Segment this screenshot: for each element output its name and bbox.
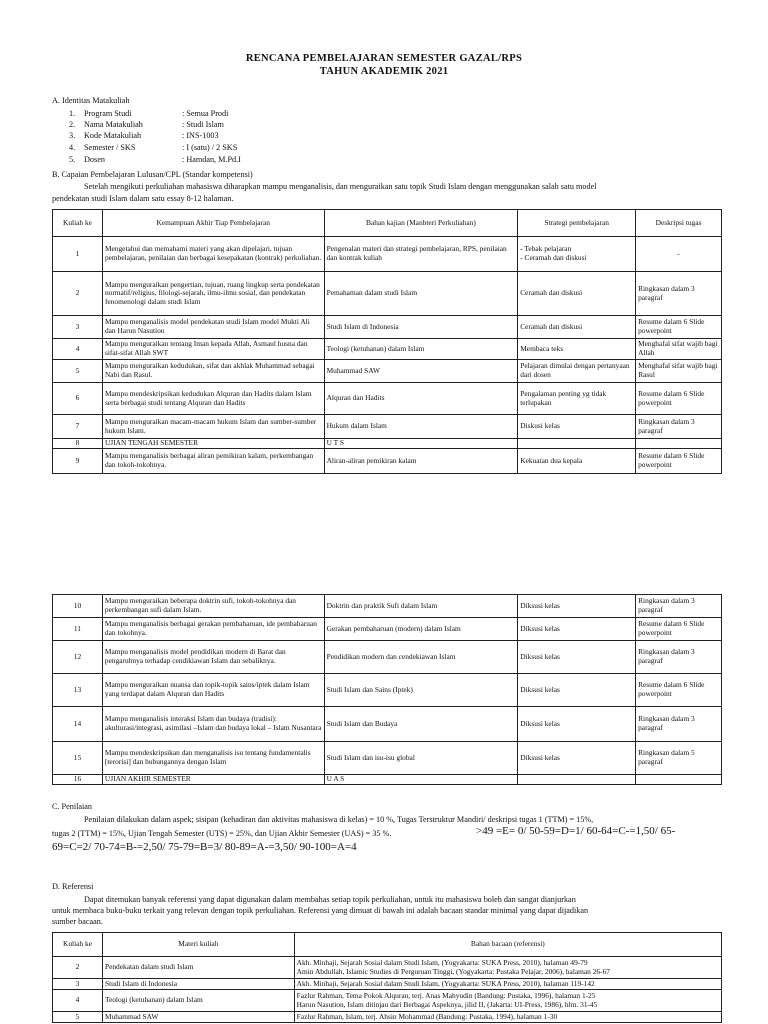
header-kuliah-ke: Kuliah ke [53, 210, 103, 237]
table-row [53, 641, 722, 674]
row-tugas: Ringkasan dalam 5 paragraf [636, 742, 722, 775]
row-bahan: Teologi (ketuhanan) dalam Islam [324, 339, 518, 360]
row-bahan: Alquran dan Hadits [324, 383, 518, 415]
row-kemampuan: Mampu menganalisis berbagai aliran pemikiran kalam, perkembangan dan tokoh-tokohnya. [102, 449, 324, 474]
assessment-line: tugas 2 (TTM) = 15%, Ujian Tengah Semester (UTS) = 25%, dan Ujian Akhir Semester (UAS) = 35 %. [52, 829, 392, 838]
row-strategi: Ceramah dan diskusi [518, 316, 636, 339]
row-bahan: Aliran-aliran pemikiran kalam [324, 449, 518, 474]
row-kemampuan: UJIAN AKHIR SEMESTER [102, 775, 324, 785]
row-bahan: Studi Islam di Indonesia [324, 316, 518, 339]
identity-number: 3. [69, 131, 76, 140]
row-kemampuan: Mampu menguraikan nuansa dan topik-topik sains/iptek dalam Islam yang terdapat dalam Alquran dan Hadits [102, 674, 324, 707]
section-b-heading: B. Capaian Pembelajaran Lulusan/CPL (Standar kompetensi) [52, 170, 253, 179]
grade-scale: 69=C=2/ 70-74=B-=2,50/ 75-79=B=3/ 80-89=A-=3,50/ 90-100=A=4 [52, 841, 357, 853]
row-kemampuan: Mampu menguraikan pengertian, tujuan, ruang lingkup serta pendekatan normatif/religius, filologi-sejarah, ilmu-ilmu sosial, dan pendekatan fenomenologi dalam studi Islam [102, 272, 324, 316]
row-tugas: Resume dalam 6 Slide powerpoint [636, 316, 722, 339]
table-row [53, 957, 722, 979]
row-kemampuan: Mampu menganalisis interaksi Islam dan budaya (tradisi): akulturasi/integrasi, asimilasi –Islam dan budaya lokal – Islam Nusantara [102, 707, 324, 742]
table-row [53, 990, 722, 1012]
row-referensi [294, 1012, 721, 1023]
row-tugas: Ringkasan dalam 3 paragraf [636, 707, 722, 742]
row-kemampuan: Mengetahui dan memahami materi yang akan dipelajari, tujuan pembelajaran, penilaian dan berbagai kesepakatan (kontrak) perkuliahan. [102, 237, 324, 272]
assessment-line: Penilaian dilakukan dalam aspek; sisipan (kehadiran dan aktivitas mahasiswa di kelas) = 10 %, Tugas Terstruktur Mandiri/ deskripsi tugas 1 (TTM) = 15%, [84, 815, 594, 824]
academic-year: TAHUN AKADEMIK 2021 [319, 66, 449, 77]
row-referensi [294, 990, 721, 1012]
table-row [53, 618, 722, 641]
row-number: 9 [53, 449, 103, 474]
header-kuliah-ke: Kuliah ke [53, 933, 103, 957]
row-kemampuan: Mampu mendeskripsikan kedudukan Alquran dan Hadits dalam Islam serta berbagai studi tentang Alquran dan Hadits [102, 383, 324, 415]
row-bahan: Gerakan pembaharuan (modern) dalam Islam [324, 618, 518, 641]
header-materi-kuliah: Materi kuliah [102, 933, 294, 957]
table-row [53, 979, 722, 990]
identity-label: Semester / SKS [84, 143, 136, 152]
row-tugas: Menghafal sifat wajib bagi Rasul [636, 360, 722, 383]
row-bahan: Pemahaman dalam studi Islam [324, 272, 518, 316]
row-number: 14 [53, 707, 103, 742]
row-number: 5 [53, 1012, 103, 1023]
row-strategi: Diksusi kelas [518, 618, 636, 641]
row-number: 13 [53, 674, 103, 707]
table-row [53, 775, 722, 785]
row-strategi: Pelajaran dimulai dengan pertanyaan dari dosen [518, 360, 636, 383]
row-tugas: Ringkasan dalam 3 paragraf [636, 641, 722, 674]
identity-number: 5. [69, 155, 76, 164]
table-row [53, 339, 722, 360]
row-bahan: Pendidikan modern dan cendekiawan Islam [324, 641, 518, 674]
reference-paragraph-line: untuk membaca buku-buku terkait yang relevan dengan topik perkuliahan. Referensi yang dimuat di bawah ini adalah bacaan standar minimal yang dapat dijadikan [52, 906, 589, 915]
row-strategi: Diksusi kelas [518, 674, 636, 707]
table-row [53, 742, 722, 775]
section-d-heading: D. Referensi [52, 882, 94, 891]
row-kemampuan: UJIAN TENGAH SEMESTER [102, 439, 324, 449]
row-number: 16 [53, 775, 103, 785]
row-strategi: Kekuatan dua kepala [518, 449, 636, 474]
row-kemampuan: Mampu menguraikan tentang Iman kepada Allah, Asmaul husna dan sifat-sifat Allah SWT [102, 339, 324, 360]
reference-entry: Akh. Minhaji, Sejarah Sosial dalam Studi Islam, (Yogyakarta: SUKA Press, 2010), halaman 49-79 [296, 957, 588, 967]
reference-paragraph-line: Dapat ditemukan banyak referensi yang dapat digunakan dalam membahas setiap topik perkuliahan, untuk itu mahasiswa boleh dan sangat dianjurkan [84, 895, 576, 904]
row-bahan: Doktrin dan praktik Sufi dalam Islam [324, 595, 518, 618]
table-header-row [53, 210, 722, 237]
row-strategi: Diksusi kelas [518, 707, 636, 742]
header-strategi: Strategi pembelajaran [518, 210, 636, 237]
table-row [53, 383, 722, 415]
row-bahan: Studi Islam dan Sains (Iptek) [324, 674, 518, 707]
identity-value: : Semua Prodi [182, 109, 229, 118]
table-row [53, 449, 722, 474]
identity-value: : INS-1003 [182, 131, 219, 140]
row-strategi: Diksusi kelas [518, 641, 636, 674]
table-row [53, 674, 722, 707]
reference-table [52, 932, 722, 1023]
row-number: 1 [53, 237, 103, 272]
rps-table-part-2 [52, 594, 722, 785]
row-materi: Studi Islam di Indonesia [102, 979, 294, 990]
reference-paragraph-line: sumber bacaan. [52, 917, 103, 926]
row-tugas: Ringkasan dalam 3 paragraf [636, 272, 722, 316]
row-bahan: U T S [324, 439, 518, 449]
row-strategi: Diskusi kelas [518, 415, 636, 439]
identity-label: Program Studi [84, 109, 132, 118]
table-row [53, 595, 722, 618]
reference-entry: Fazlur Rahman, Tema Pokok Alquran, terj. Anas Mahyudin (Bandung: Pustaka, 1996), halaman 1-25 [296, 990, 596, 1000]
row-number: 5 [53, 360, 103, 383]
table-header-row [53, 933, 722, 957]
row-tugas: Ringkasan dalam 3 paragraf [636, 415, 722, 439]
row-number: 4 [53, 990, 103, 1012]
row-strategi: Diksusi kelas [518, 595, 636, 618]
identity-value: : I (satu) / 2 SKS [182, 143, 238, 152]
table-row [53, 316, 722, 339]
row-kemampuan: Mampu menguraikan macam-macam hukum Islam dan sumber-sumber hukum Islam. [102, 415, 324, 439]
row-referensi [294, 957, 721, 979]
row-bahan: Studi Islam dan isu-isu global [324, 742, 518, 775]
row-number: 12 [53, 641, 103, 674]
cpl-paragraph-line: pendekatan studi Islam dalam satu essay 8-12 halaman. [52, 194, 234, 203]
identity-value: : Hamdan, M.Pd.I [182, 155, 241, 164]
row-strategi: - Tebak pelajaran - Ceramah dan diskusi [518, 237, 636, 272]
section-a-heading: A. Identitas Matakuliah [52, 96, 130, 105]
identity-value: : Studi Islam [182, 120, 224, 129]
row-number: 8 [53, 439, 103, 449]
row-tugas [636, 775, 722, 785]
row-number: 15 [53, 742, 103, 775]
row-tugas: Menghafal sifat wajib bagi Allah [636, 339, 722, 360]
table-row [53, 707, 722, 742]
table-row [53, 1012, 722, 1023]
row-number: 7 [53, 415, 103, 439]
row-kemampuan: Mampu menganalisis model pendidikan modern di Barat dan pengaruhnya terhadap cendikiawan Islam dan sebaliknya. [102, 641, 324, 674]
identity-number: 4. [69, 143, 76, 152]
row-kemampuan: Mampu menganalisis berbagai gerakan pembaharuan, ide pembaharuan dan tokohnya. [102, 618, 324, 641]
identity-label: Dosen [84, 155, 105, 164]
identity-label: Kode Matakuliah [84, 131, 142, 140]
row-number: 3 [53, 316, 103, 339]
row-number: 4 [53, 339, 103, 360]
row-kemampuan: Mampu menguraikan kedudukan, sifat dan akhlak Muhammad sebagai Nabi dan Rasul. [102, 360, 324, 383]
row-strategi: Diksusi kelas [518, 742, 636, 775]
section-c-heading: C. Penilaian [52, 802, 93, 811]
row-kemampuan: Mampu menganalisis model pendekatan studi Islam model Mukti Ali dan Harun Nasution [102, 316, 324, 339]
row-bahan: Hukum dalam Islam [324, 415, 518, 439]
row-kemampuan: Mampu menguraikan beberapa doktrin sufi, tokoh-tokohnya dan perkembangan sufi dalam Islam. [102, 595, 324, 618]
row-tugas: - [636, 237, 722, 272]
row-bahan: U A S [324, 775, 518, 785]
row-tugas [636, 439, 722, 449]
reference-entry: Akh. Minhaji, Sejarah Sosial dalam Studi Islam, (Yogyakarta: SUKA Press, 2010), halaman 119-142 [296, 978, 595, 988]
row-bahan: Studi Islam dan Budaya [324, 707, 518, 742]
row-materi: Muhammad SAW [102, 1012, 294, 1023]
identity-label: Nama Matakuliah [84, 120, 143, 129]
row-tugas: Resume dalam 6 Slide powerpoint [636, 449, 722, 474]
row-strategi: Pengalaman penting yg tidak terlupakan [518, 383, 636, 415]
row-tugas: Resume dalam 6 Slide powerpoint [636, 674, 722, 707]
cpl-paragraph-line: Setelah mengikuti perkuliahan mahasiswa diharapkan mampu menganalisis, dan menguraikan satu topik Studi Islam dengan menggunakan salah satu model [84, 182, 597, 191]
header-kemampuan: Kemampuan Akhir Tiap Pembelajaran [102, 210, 324, 237]
header-bahan-bacaan: Bahan bacaan (referensi) [294, 933, 721, 957]
table-row [53, 415, 722, 439]
row-strategi: Ceramah dan diskusi [518, 272, 636, 316]
row-number: 2 [53, 957, 103, 979]
row-kemampuan: Mampu mendeskripsikan dan menganalisis isu tentang fundamentalis [terorisi] dan hubungannya dengan Islam [102, 742, 324, 775]
row-number: 10 [53, 595, 103, 618]
rps-table-part-1 [52, 209, 722, 474]
row-bahan: Pengenalan materi dan strategi pembelajaran, RPS, penilaian dan kontrak kuliah [324, 237, 518, 272]
reference-entry: Harun Nasution, Islam ditinjau dari Berbagai Aspeknya, jilid II, (Jakarta: UI-Press, 1986), hlm. 31-45 [296, 999, 598, 1009]
row-strategi [518, 439, 636, 449]
row-materi: Pendekatan dalam studi Islam [102, 957, 294, 979]
grade-scale: >49 =E= 0/ 50-59=D=1/ 60-64=C-=1,50/ 65- [476, 825, 676, 837]
header-bahan-kajian: Bahan kajian (Manbteri Perkuliahan) [324, 210, 518, 237]
row-number: 2 [53, 272, 103, 316]
table-row [53, 439, 722, 449]
document-title: RENCANA PEMBELAJARAN SEMESTER GAZAL/RPS [245, 53, 523, 64]
reference-entry: Amin Abdullah, Islamic Studies di Perguruan Tinggi, (Yogyakarta: Pustaka Pelajar, 2006), halaman 26-67 [296, 966, 610, 976]
row-strategi [518, 775, 636, 785]
row-bahan: Muhammad SAW [324, 360, 518, 383]
row-strategi: Membaca teks [518, 339, 636, 360]
table-row [53, 360, 722, 383]
header-deskripsi-tugas: Deskripsi tugas [636, 210, 722, 237]
table-row [53, 272, 722, 316]
row-tugas: Ringkasan dalam 3 paragraf [636, 595, 722, 618]
table-row [53, 237, 722, 272]
row-tugas: Resume dalam 6 Slide powerpoint [636, 383, 722, 415]
row-number: 6 [53, 383, 103, 415]
row-tugas: Resume dalam 6 Slide powerpoint [636, 618, 722, 641]
identity-number: 2. [69, 120, 76, 129]
reference-entry: Fazlur Rahman, Islam, terj. Ahsin Mohammad (Bandung: Pustaka, 1994), halaman 1-30 [296, 1011, 558, 1021]
row-number: 3 [53, 979, 103, 990]
identity-number: 1. [69, 109, 76, 118]
row-number: 11 [53, 618, 103, 641]
row-referensi [294, 979, 721, 990]
row-materi: Teologi (ketuhanan) dalam Islam [102, 990, 294, 1012]
